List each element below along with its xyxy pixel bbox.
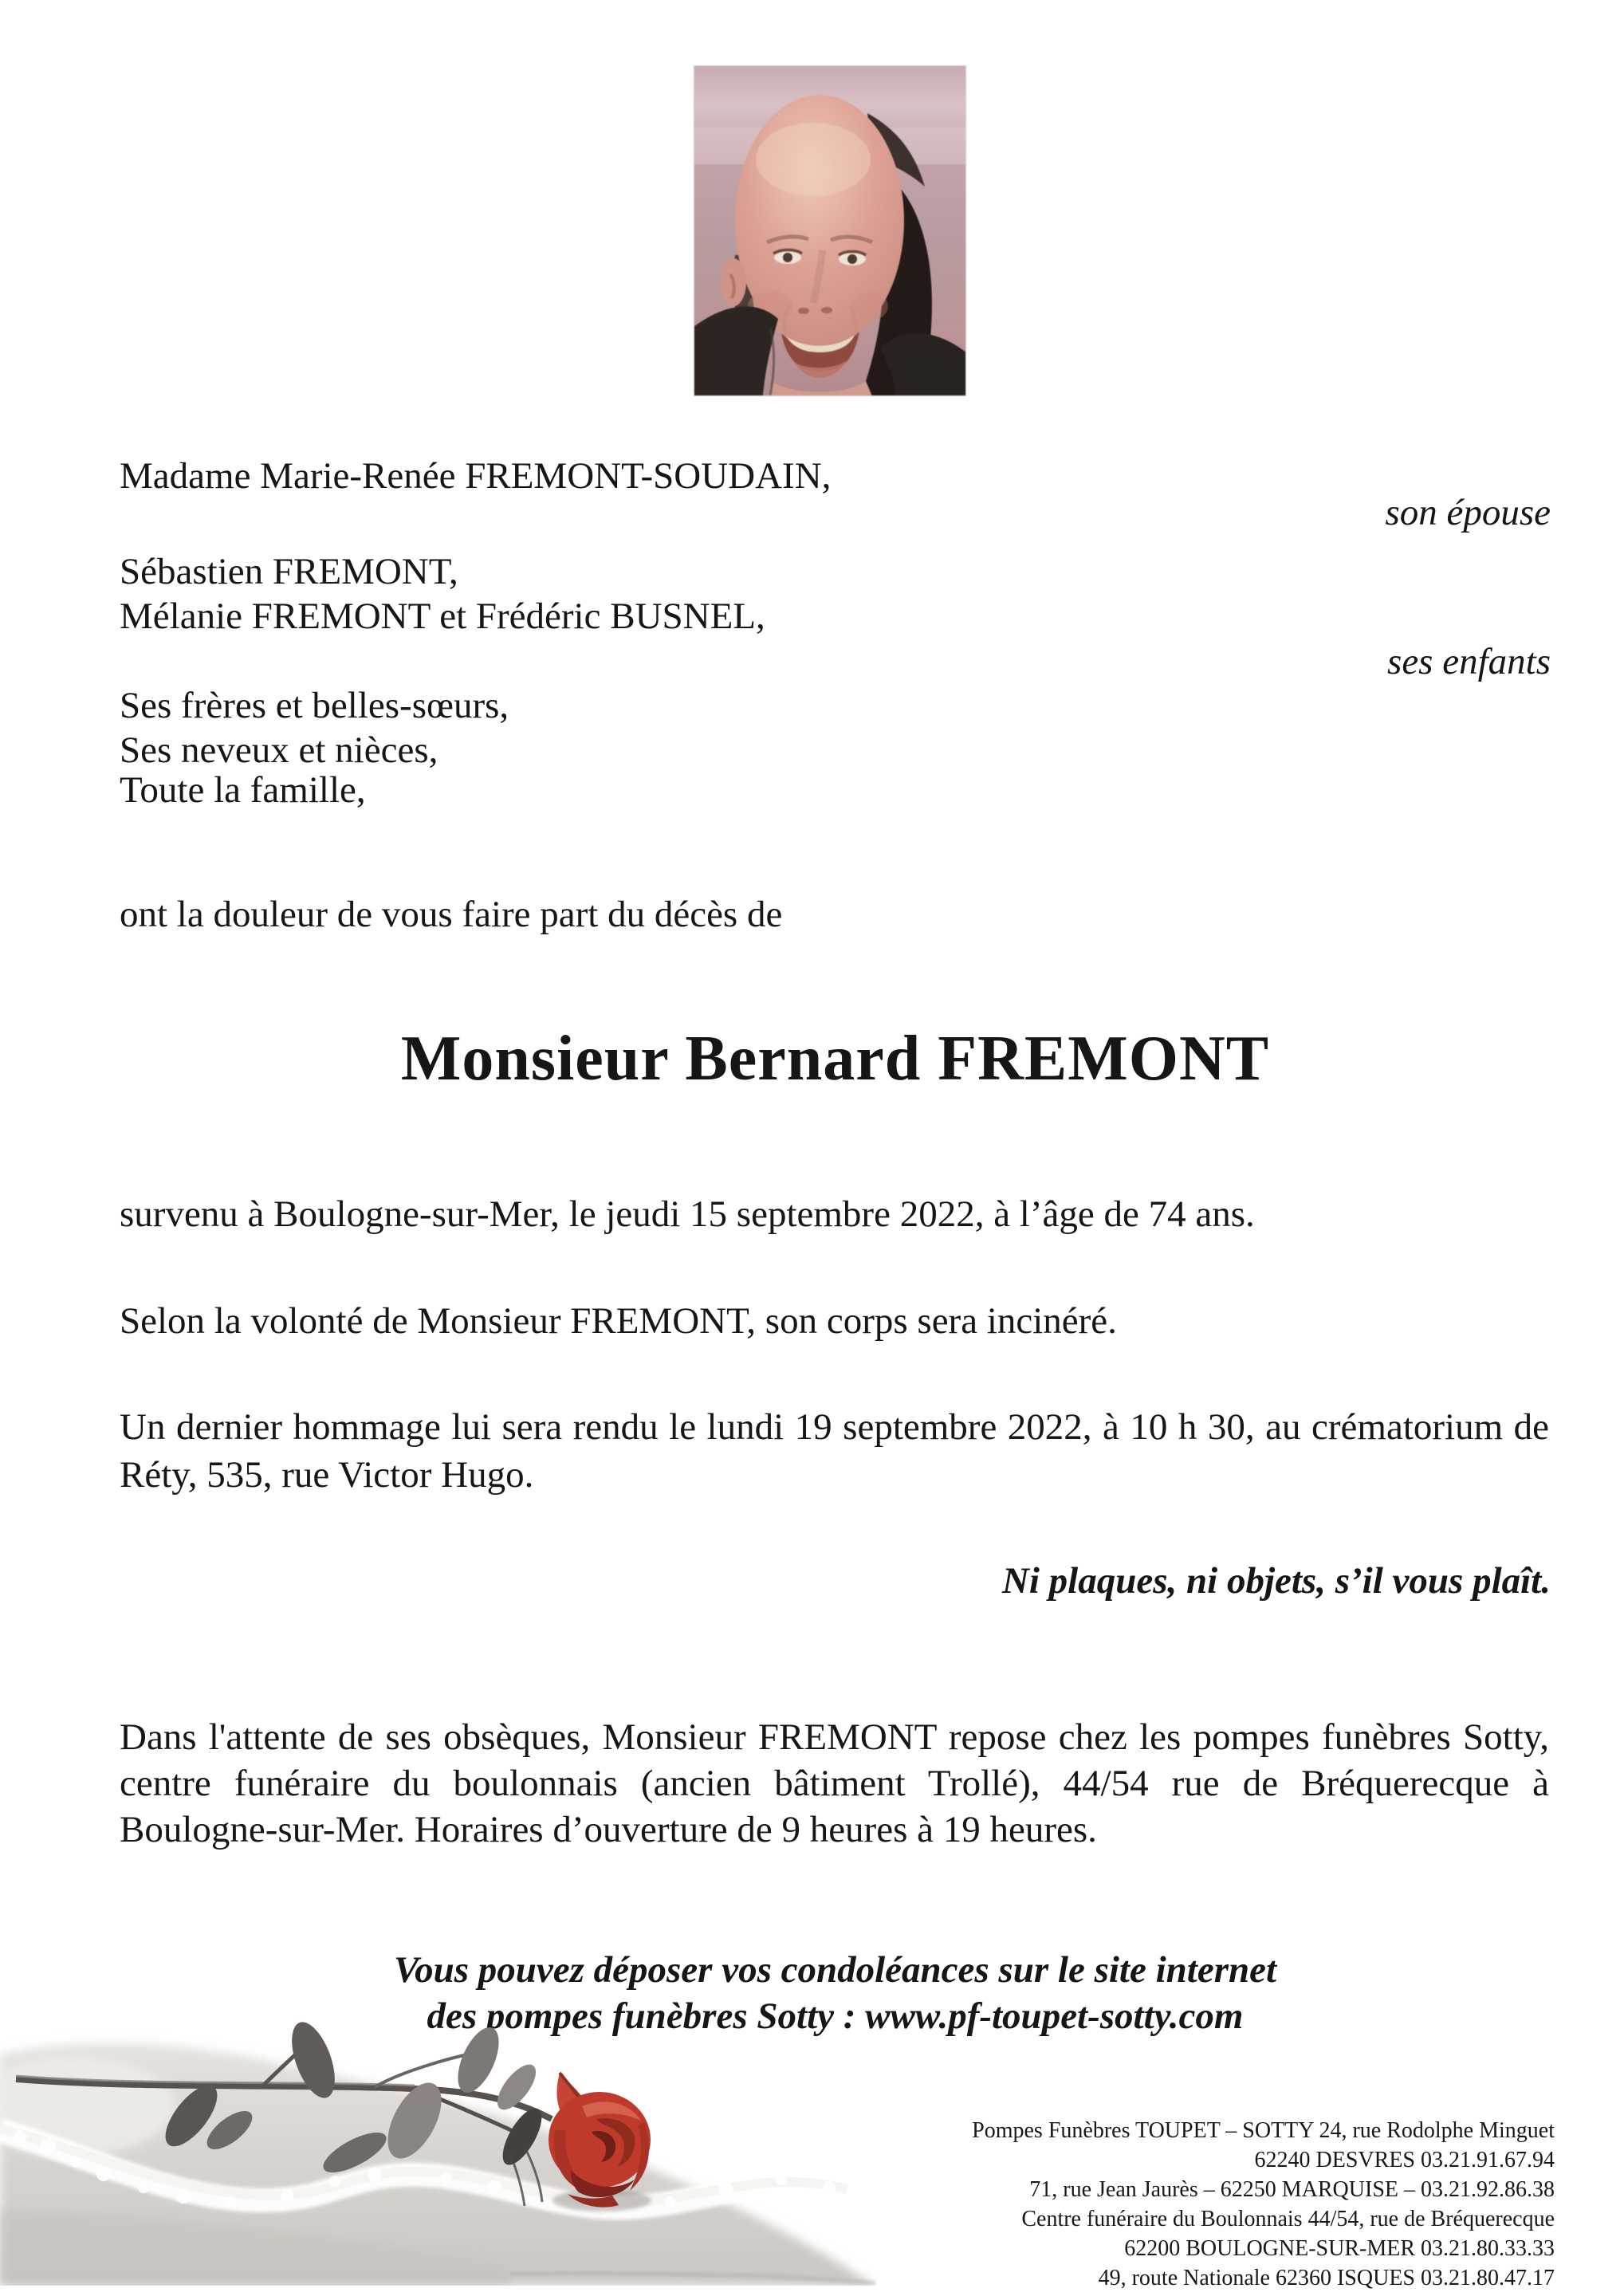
footer-line-4: 62200 BOULOGNE-SUR-MER 03.21.80.33.33: [1124, 2236, 1555, 2261]
footer-line-1: 62240 DESVRES 03.21.91.67.94: [1254, 2148, 1555, 2172]
relative-melanie-frederic: Mélanie FREMONT et Frédéric BUSNEL,: [120, 596, 765, 637]
condolences-line-2: des pompes funèbres Sotty : www.pf-toupet-sotty.com: [427, 1995, 1244, 2037]
relative-freres-belles-soeurs: Ses frères et belles-sœurs,: [120, 685, 509, 726]
footer-line-2: 71, rue Jean Jaurès – 62250 MARQUISE – 03.21.92.86.38: [1029, 2177, 1555, 2202]
cremation-line: Selon la volonté de Monsieur FREMONT, son corps sera incinéré.: [120, 1300, 1117, 1342]
footer-line-3: Centre funéraire du Boulonnais 44/54, rue de Bréquerecque: [1021, 2207, 1555, 2231]
rose-sand-art: [0, 2011, 877, 2286]
label-son-epouse: son épouse: [1385, 492, 1551, 533]
portrait-photo: [694, 65, 966, 396]
portrait-photo-art: [694, 65, 966, 396]
footer-line-5: 49, route Nationale 62360 ISQUES 03.21.80.47.17: [1098, 2266, 1555, 2290]
relative-neveux-nieces: Ses neveux et nièces,: [120, 729, 438, 771]
relative-madame: Madame Marie-Renée FREMONT-SOUDAIN,: [120, 455, 832, 497]
rose-on-sand-image: [0, 2011, 877, 2286]
relative-toute-famille: Toute la famille,: [120, 769, 366, 811]
deceased-name-title: Monsieur Bernard FREMONT: [400, 1024, 1270, 1094]
no-flowers-note: Ni plaques, ni objets, s’il vous plaît.: [1001, 1560, 1551, 1602]
ceremony-paragraph: Un dernier hommage lui sera rendu le lundi 19 septembre 2022, à 10 h 30, au crématorium de Réty, 535, rue Victor Hugo.: [120, 1406, 1549, 1496]
funeral-home-footer: [972, 2116, 1555, 2293]
relative-sebastien: Sébastien FREMONT,: [120, 551, 458, 592]
repose-paragraph: Dans l'attente de ses obsèques, Monsieur FREMONT repose chez les pompes funèbres Sotty, centre funéraire du boulonnais (ancien bâtiment Trollé), 44/54 rue de Bréquerecque à Boulogne-sur-Mer. Horaires d’ouverture de 9 heures à 19 heures.: [120, 1716, 1549, 1850]
intro-line: ont la douleur de vous faire part du décès de: [120, 894, 783, 935]
death-details-line: survenu à Boulogne-sur-Mer, le jeudi 15 septembre 2022, à l’âge de 74 ans.: [120, 1193, 1255, 1235]
condolences-line-1: Vous pouvez déposer vos condoléances sur le site internet: [393, 1949, 1277, 1991]
footer-line-0: Pompes Funèbres TOUPET – SOTTY 24, rue Rodolphe Minguet: [972, 2118, 1555, 2143]
label-ses-enfants: ses enfants: [1387, 641, 1551, 682]
